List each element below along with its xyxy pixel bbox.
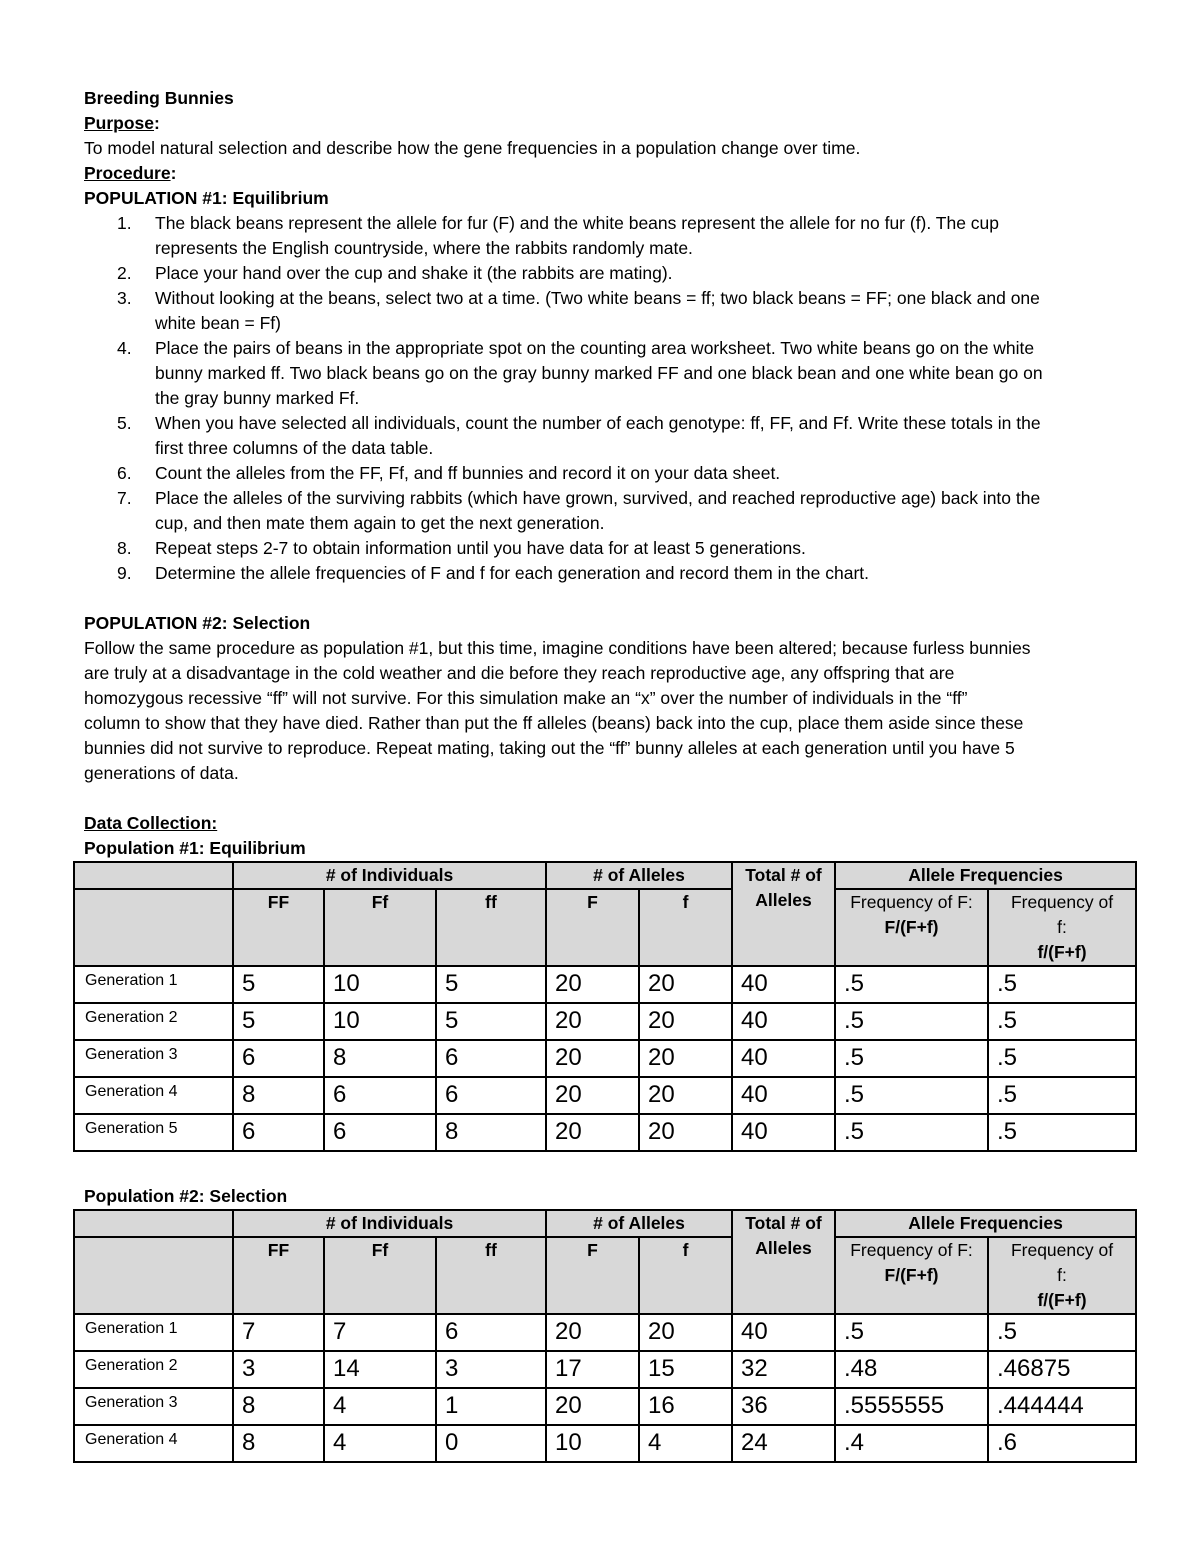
cell-F: 10 [546, 1425, 639, 1462]
table-row [74, 1003, 1136, 1040]
cell-F: 20 [546, 966, 639, 1003]
generation-label: Generation 3 [74, 1040, 233, 1077]
cell-ff: 5 [436, 966, 546, 1003]
cell-ff: 6 [436, 1077, 546, 1114]
cell-Ff: 8 [324, 1040, 436, 1077]
header-freq-F [835, 1237, 988, 1314]
step-number: 1. [117, 213, 132, 233]
cell-F: 17 [546, 1351, 639, 1388]
cell-freqf: .5 [988, 1314, 1136, 1351]
step-number: 3. [117, 288, 132, 308]
step-text-line: Without looking at the beans, select two at a time. (Two white beans = ff; two black beans = FF; one black and one [155, 288, 1040, 308]
header-freq-F-line2: F/(F+f) [884, 917, 939, 937]
header-allele-frequencies: Allele Frequencies [835, 862, 1136, 889]
procedure-step [84, 211, 1136, 261]
header-total [732, 1210, 835, 1314]
header-F: F [546, 889, 639, 966]
header-f: f [639, 1237, 732, 1314]
purpose-heading: Purpose [84, 113, 155, 133]
cell-F: 20 [546, 1314, 639, 1351]
header-freq-f [988, 889, 1136, 966]
header-total-line1: Total # of [745, 865, 822, 885]
data-collection-heading: Data Collection: [84, 813, 218, 833]
cell-total: 24 [732, 1425, 835, 1462]
generation-label: Generation 5 [74, 1114, 233, 1151]
cell-total: 40 [732, 1314, 835, 1351]
cell-total: 40 [732, 1114, 835, 1151]
header-blank [74, 862, 233, 889]
step-text-line: white bean = Ff) [155, 313, 281, 333]
generation-label: Generation 3 [74, 1388, 233, 1425]
header-Ff: Ff [324, 889, 436, 966]
header-FF: FF [233, 1237, 324, 1314]
procedure-step [84, 261, 1136, 286]
header-freq-f-line2: f: [1057, 1265, 1067, 1285]
procedure-step [84, 411, 1136, 461]
cell-F: 20 [546, 1040, 639, 1077]
cell-freqf: .444444 [988, 1388, 1136, 1425]
header-alleles: # of Alleles [546, 862, 732, 889]
header-freq-f-line1: Frequency of [1010, 1240, 1114, 1260]
header-freq-f-line1: Frequency of [1010, 892, 1114, 912]
cell-FF: 5 [233, 1003, 324, 1040]
step-number: 6. [117, 463, 132, 483]
generation-label: Generation 4 [74, 1077, 233, 1114]
cell-Ff: 10 [324, 966, 436, 1003]
cell-F: 20 [546, 1388, 639, 1425]
cell-freqF: .5 [835, 1314, 988, 1351]
document-page [84, 86, 1136, 1463]
header-ff: ff [436, 889, 546, 966]
cell-ff: 5 [436, 1003, 546, 1040]
table-row [74, 1425, 1136, 1462]
step-text-line: When you have selected all individuals, count the number of each genotype: ff, FF, and Ff. Write these totals in the [155, 413, 1041, 433]
cell-ff: 1 [436, 1388, 546, 1425]
header-row-groups [74, 862, 1136, 889]
table-row [74, 1077, 1136, 1114]
step-number: 9. [117, 563, 132, 583]
generation-label: Generation 2 [74, 1003, 233, 1040]
document-title: Breeding Bunnies [84, 88, 234, 108]
table1-caption: Population #1: Equilibrium [84, 838, 306, 858]
table2-caption: Population #2: Selection [84, 1186, 288, 1206]
table-row [74, 1040, 1136, 1077]
header-row-columns [74, 1237, 1136, 1314]
cell-total: 36 [732, 1388, 835, 1425]
header-Ff: Ff [324, 1237, 436, 1314]
cell-FF: 8 [233, 1388, 324, 1425]
cell-freqF: .48 [835, 1351, 988, 1388]
step-text-line: represents the English countryside, where the rabbits randomly mate. [155, 238, 693, 258]
cell-freqF: .5 [835, 1114, 988, 1151]
header-freq-f [988, 1237, 1136, 1314]
procedure-heading-line: Procedure: [84, 163, 177, 183]
cell-total: 40 [732, 1003, 835, 1040]
cell-freqF: .5 [835, 1040, 988, 1077]
cell-F: 20 [546, 1077, 639, 1114]
step-text-line: Determine the allele frequencies of F and f for each generation and record them in the chart. [155, 563, 870, 583]
step-text-line: Place your hand over the cup and shake it (the rabbits are mating). [155, 263, 673, 283]
cell-freqF: .4 [835, 1425, 988, 1462]
cell-FF: 8 [233, 1077, 324, 1114]
header-f: f [639, 889, 732, 966]
header-blank [74, 1237, 233, 1314]
generation-label: Generation 1 [74, 1314, 233, 1351]
generation-label: Generation 4 [74, 1425, 233, 1462]
header-row-groups [74, 1210, 1136, 1237]
cell-freqf: .5 [988, 1040, 1136, 1077]
header-total-line2: Alleles [755, 1238, 812, 1258]
header-individuals: # of Individuals [233, 1210, 546, 1237]
header-blank [74, 889, 233, 966]
step-number: 7. [117, 488, 132, 508]
step-number: 2. [117, 263, 132, 283]
header-total [732, 862, 835, 966]
procedure-steps [84, 211, 1136, 586]
cell-f: 20 [639, 1114, 732, 1151]
step-number: 5. [117, 413, 132, 433]
population1-heading: POPULATION #1: Equilibrium [84, 188, 329, 208]
population2-text-line: generations of data. [84, 763, 239, 783]
procedure-step [84, 561, 1136, 586]
header-total-line2: Alleles [755, 890, 812, 910]
table-row [74, 966, 1136, 1003]
step-text-line: Place the pairs of beans in the appropriate spot on the counting area worksheet. Two white beans go on the white [155, 338, 1035, 358]
step-text-line: bunny marked ff. Two black beans go on the gray bunny marked FF and one black bean and one white bean go on [155, 363, 1043, 383]
cell-f: 15 [639, 1351, 732, 1388]
cell-FF: 7 [233, 1314, 324, 1351]
population2-description [84, 636, 1136, 786]
header-ff: ff [436, 1237, 546, 1314]
cell-freqf: .6 [988, 1425, 1136, 1462]
cell-freqF: .5 [835, 1003, 988, 1040]
header-blank [74, 1210, 233, 1237]
cell-FF: 5 [233, 966, 324, 1003]
population2-text-line: are truly at a disadvantage in the cold weather and die before they reach reproductive age, any offspring that are [84, 663, 955, 683]
purpose-text: To model natural selection and describe how the gene frequencies in a population change over time. [84, 138, 861, 158]
population2-text-line: Follow the same procedure as population #1, but this time, imagine conditions have been altered; because furless bunnies [84, 638, 1031, 658]
step-number: 8. [117, 538, 132, 558]
header-freq-f-line3: f/(F+f) [1037, 942, 1087, 962]
cell-f: 20 [639, 966, 732, 1003]
cell-freqF: .5 [835, 966, 988, 1003]
cell-freqF: .5555555 [835, 1388, 988, 1425]
cell-total: 40 [732, 966, 835, 1003]
step-text-line: The black beans represent the allele for fur (F) and the white beans represent the allele for no fur (f). The cup [155, 213, 1000, 233]
cell-f: 20 [639, 1077, 732, 1114]
table-row [74, 1351, 1136, 1388]
header-FF: FF [233, 889, 324, 966]
procedure-step [84, 461, 1136, 486]
cell-Ff: 4 [324, 1388, 436, 1425]
header-F: F [546, 1237, 639, 1314]
cell-Ff: 10 [324, 1003, 436, 1040]
header-alleles: # of Alleles [546, 1210, 732, 1237]
cell-freqf: .5 [988, 1077, 1136, 1114]
header-allele-frequencies: Allele Frequencies [835, 1210, 1136, 1237]
cell-freqf: .46875 [988, 1351, 1136, 1388]
population2-heading: POPULATION #2: Selection [84, 613, 311, 633]
header-freq-f-line3: f/(F+f) [1037, 1290, 1087, 1310]
cell-FF: 8 [233, 1425, 324, 1462]
cell-f: 4 [639, 1425, 732, 1462]
population1-table [73, 861, 1137, 1152]
cell-Ff: 6 [324, 1077, 436, 1114]
step-text-line: Place the alleles of the surviving rabbits (which have grown, survived, and reached reproductive age) back into the [155, 488, 1041, 508]
header-freq-F-line2: F/(F+f) [884, 1265, 939, 1285]
table-row [74, 1114, 1136, 1151]
cell-F: 20 [546, 1114, 639, 1151]
header-freq-f-line2: f: [1057, 917, 1067, 937]
population2-text-line: column to show that they have died. Rather than put the ff alleles (beans) back into the cup, place them aside since these [84, 713, 1024, 733]
cell-f: 20 [639, 1003, 732, 1040]
procedure-heading: Procedure [84, 163, 171, 183]
cell-f: 16 [639, 1388, 732, 1425]
cell-f: 20 [639, 1040, 732, 1077]
cell-ff: 3 [436, 1351, 546, 1388]
procedure-step [84, 336, 1136, 411]
header-freq-F-line1: Frequency of F: [850, 892, 973, 912]
cell-total: 32 [732, 1351, 835, 1388]
population2-text-line: homozygous recessive “ff” will not survive. For this simulation make an “x” over the number of individuals in the “ff” [84, 688, 968, 708]
header-individuals: # of Individuals [233, 862, 546, 889]
cell-Ff: 6 [324, 1114, 436, 1151]
cell-f: 20 [639, 1314, 732, 1351]
generation-label: Generation 2 [74, 1351, 233, 1388]
table-row [74, 1314, 1136, 1351]
cell-Ff: 14 [324, 1351, 436, 1388]
header-freq-F [835, 889, 988, 966]
step-number: 4. [117, 338, 132, 358]
population2-text-line: bunnies did not survive to reproduce. Repeat mating, taking out the “ff” bunny alleles at each generation until you have 5 [84, 738, 1015, 758]
procedure-step [84, 486, 1136, 536]
step-text-line: cup, and then mate them again to get the next generation. [155, 513, 605, 533]
step-text-line: the gray bunny marked Ff. [155, 388, 360, 408]
table-row [74, 1388, 1136, 1425]
cell-F: 20 [546, 1003, 639, 1040]
cell-ff: 8 [436, 1114, 546, 1151]
cell-ff: 0 [436, 1425, 546, 1462]
cell-FF: 6 [233, 1114, 324, 1151]
cell-Ff: 7 [324, 1314, 436, 1351]
cell-FF: 6 [233, 1040, 324, 1077]
step-text-line: first three columns of the data table. [155, 438, 434, 458]
purpose-heading-line: Purpose: [84, 113, 160, 133]
header-total-line1: Total # of [745, 1213, 822, 1233]
cell-total: 40 [732, 1077, 835, 1114]
population2-table [73, 1209, 1137, 1463]
header-freq-F-line1: Frequency of F: [850, 1240, 973, 1260]
cell-total: 40 [732, 1040, 835, 1077]
cell-freqf: .5 [988, 966, 1136, 1003]
step-text-line: Count the alleles from the FF, Ff, and ff bunnies and record it on your data sheet. [155, 463, 781, 483]
procedure-step [84, 286, 1136, 336]
cell-ff: 6 [436, 1314, 546, 1351]
cell-freqf: .5 [988, 1114, 1136, 1151]
cell-ff: 6 [436, 1040, 546, 1077]
header-row-columns [74, 889, 1136, 966]
cell-freqf: .5 [988, 1003, 1136, 1040]
procedure-step [84, 536, 1136, 561]
step-text-line: Repeat steps 2-7 to obtain information until you have data for at least 5 generations. [155, 538, 806, 558]
cell-freqF: .5 [835, 1077, 988, 1114]
generation-label: Generation 1 [74, 966, 233, 1003]
cell-Ff: 4 [324, 1425, 436, 1462]
cell-FF: 3 [233, 1351, 324, 1388]
